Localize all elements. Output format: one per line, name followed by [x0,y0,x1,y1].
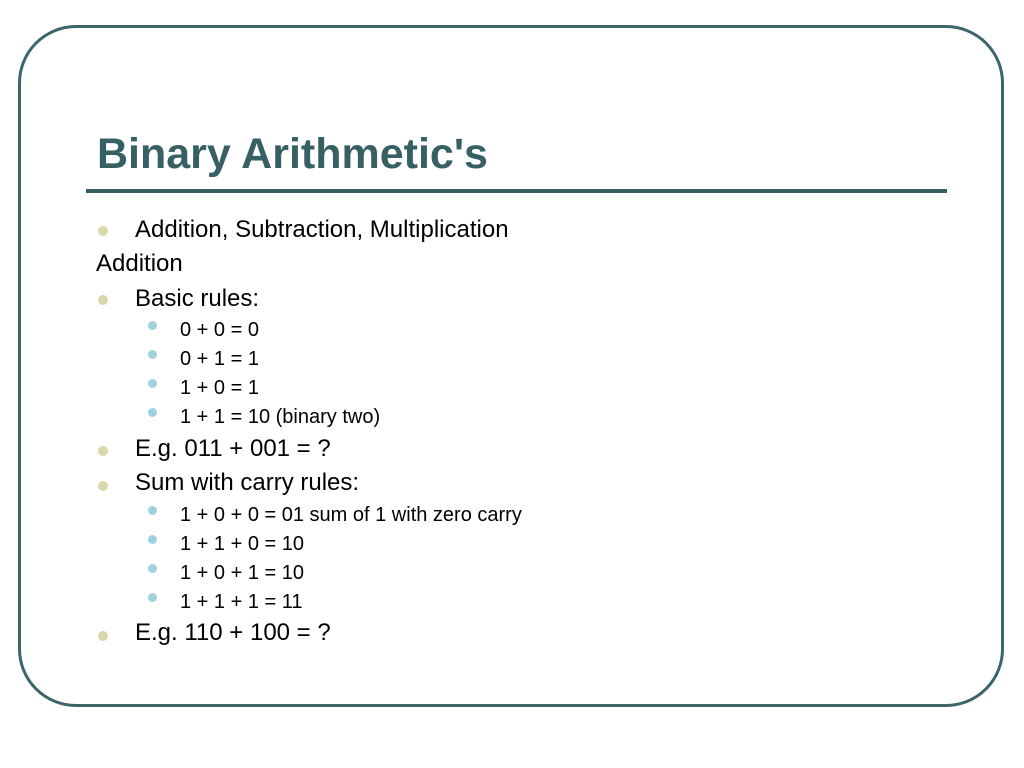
sub-bullet-item: 1 + 0 + 1 = 10 [180,562,304,584]
sub-bullet-item: 1 + 0 + 0 = 01 sum of 1 with zero carry [180,504,522,526]
bullet-icon [98,631,108,641]
bullet-item: E.g. 011 + 001 = ? [135,435,331,462]
bullet-item: Basic rules: [135,285,260,312]
sub-bullet-icon [148,350,157,359]
bullet-icon [98,295,108,305]
bullet-item: Sum with carry rules: [135,469,360,496]
sub-bullet-icon [148,408,157,417]
slide-title: Binary Arithmetic's [97,130,488,178]
sub-bullet-icon [148,321,157,330]
sub-bullet-icon [148,535,157,544]
sub-bullet-icon [148,564,157,573]
bullet-item: E.g. 110 + 100 = ? [135,619,331,646]
sub-bullet-item: 1 + 0 = 1 [180,377,259,399]
sub-bullet-item: 1 + 1 = 10 (binary two) [180,406,381,428]
sub-bullet-icon [148,379,157,388]
sub-bullet-item: 1 + 1 + 1 = 11 [180,591,303,613]
bullet-item: Addition, Subtraction, Multiplication [135,216,509,243]
sub-bullet-item: 1 + 1 + 0 = 10 [180,533,304,555]
bullet-icon [98,481,108,491]
sub-bullet-item: 0 + 0 = 0 [180,319,259,341]
section-heading: Addition [96,250,183,277]
sub-bullet-icon [148,506,157,515]
bullet-icon [98,446,108,456]
sub-bullet-icon [148,593,157,602]
bullet-icon [98,226,108,236]
sub-bullet-item: 0 + 1 = 1 [180,348,259,370]
